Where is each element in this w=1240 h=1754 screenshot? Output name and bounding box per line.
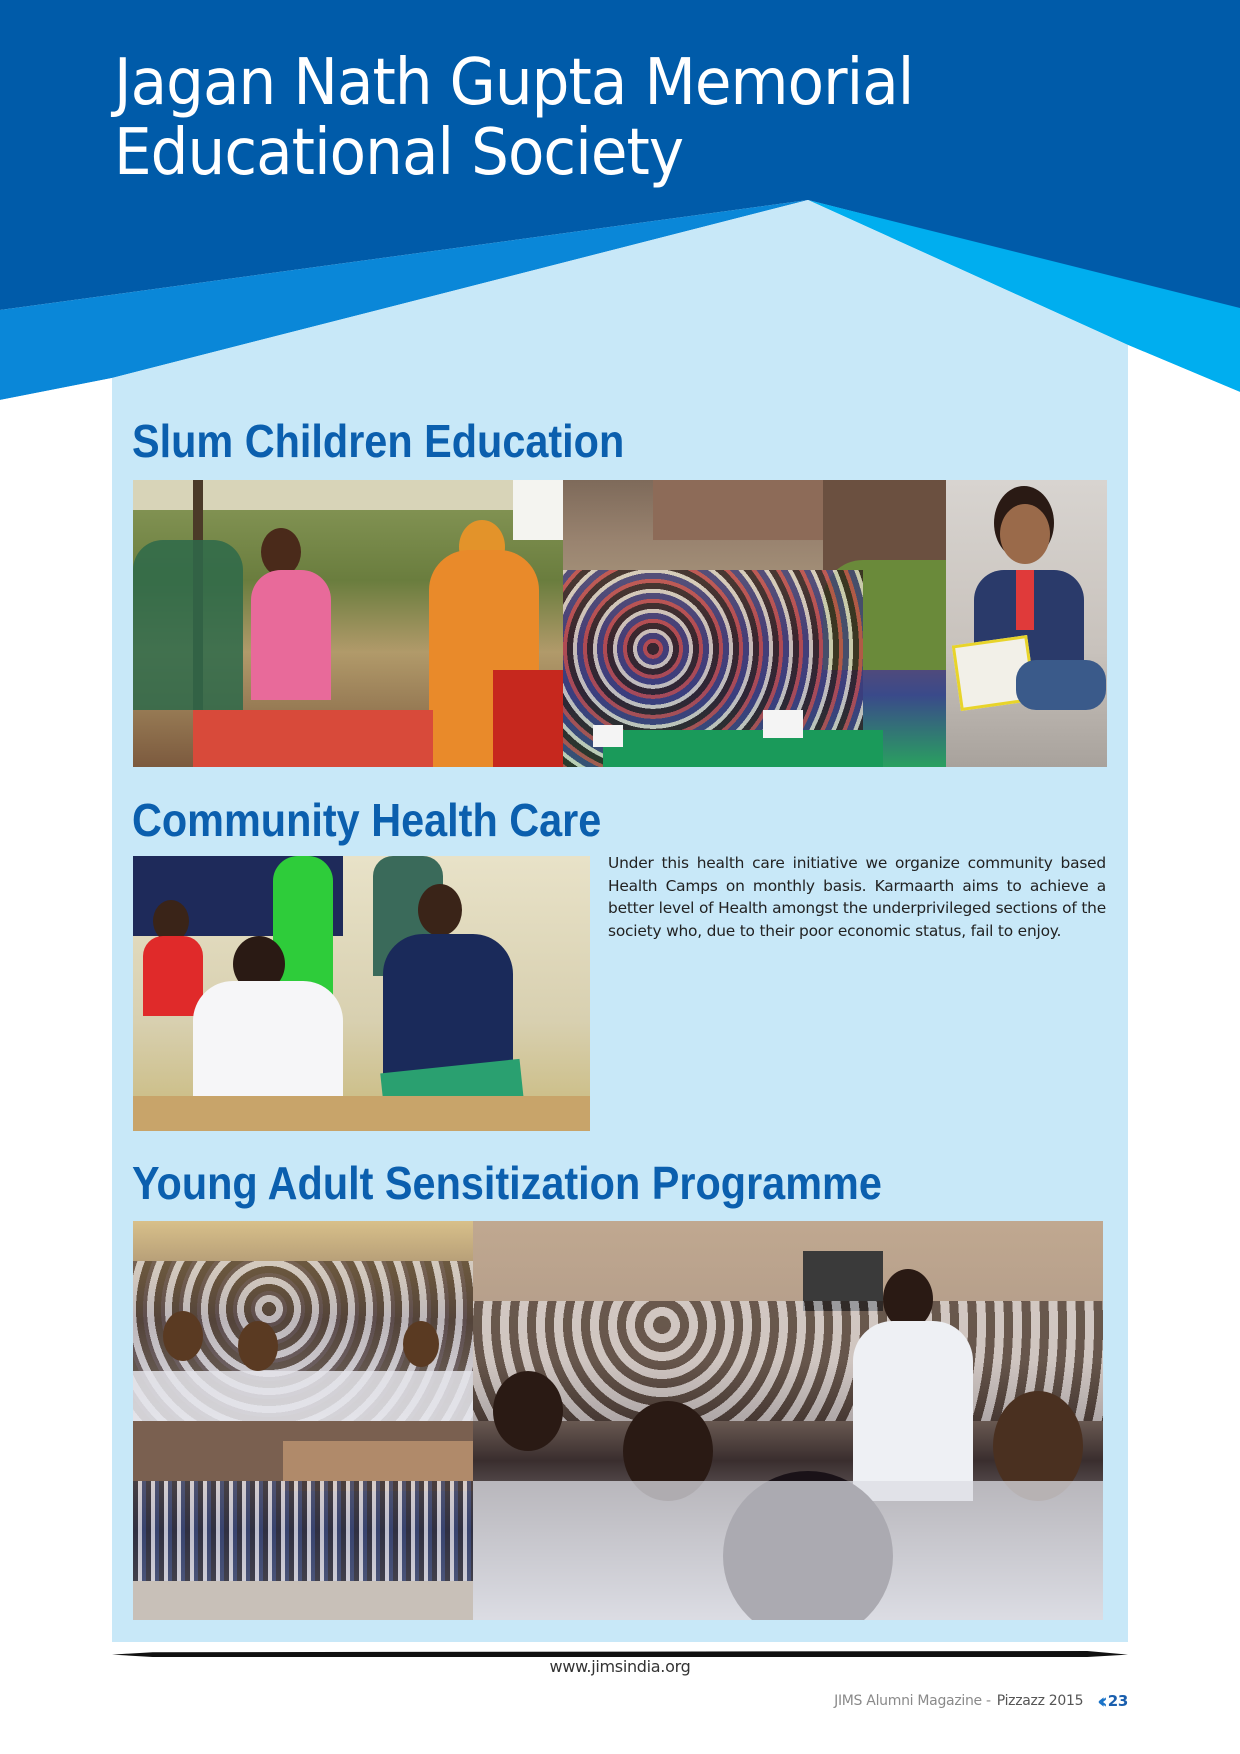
- page-title: [114, 48, 913, 188]
- double-chevron-left-icon: ‹‹: [1097, 1689, 1102, 1713]
- footer-magazine-info: [834, 1689, 1128, 1713]
- children-seated-outdoors-photo: [563, 480, 946, 767]
- classroom-session-photo: [473, 1221, 1103, 1620]
- page-number: 23: [1107, 1692, 1128, 1710]
- students-raising-hands-photo: [133, 1221, 473, 1421]
- section-heading-young-adult: Young Adult Sensitization Programme: [132, 1157, 882, 1209]
- footer-url[interactable]: www.jimsindia.org: [549, 1657, 691, 1676]
- section-heading-community-health: Community Health Care: [132, 794, 602, 846]
- community-health-description: Under this health care initiative we organize community based Health Camps on monthly basis. Karmaarth aims to achieve a better level of Health amongst the underprivileged sections of the society who, due to their poor economic status, fail to enjoy.: [608, 854, 1106, 940]
- footer-magazine-name: JIMS Alumni Magazine -: [834, 1693, 991, 1709]
- health-camp-women-photo: [133, 480, 563, 767]
- doctor-consultation-photo: [133, 856, 590, 1131]
- page-title-line-1: Jagan Nath Gupta Memorial: [114, 46, 914, 120]
- school-assembly-photo: [133, 1421, 473, 1620]
- footer-issue: Pizzazz 2015: [996, 1693, 1084, 1709]
- section-heading-slum-children: Slum Children Education: [132, 415, 625, 467]
- page-title-line-2: Educational Society: [114, 116, 684, 190]
- boy-with-clipboard-photo: [946, 480, 1107, 767]
